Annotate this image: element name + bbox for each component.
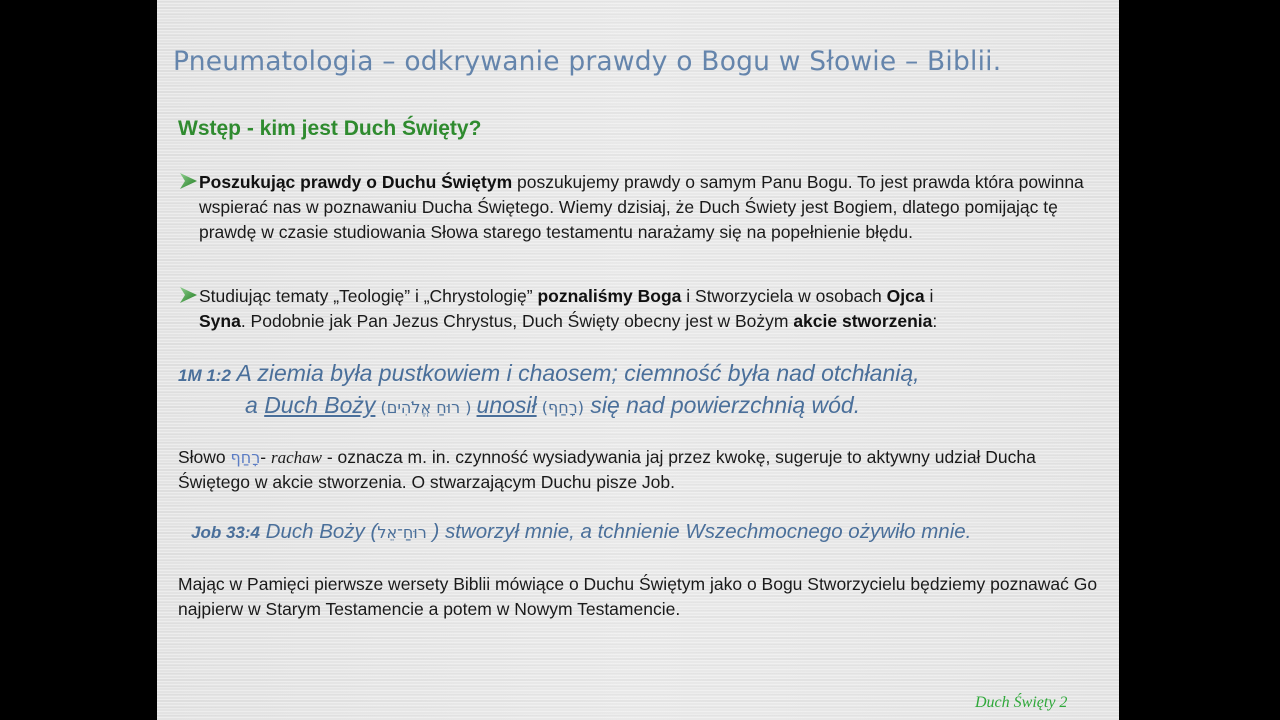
bullet-body: poszukujemy prawdy o samym Panu Bogu. To jest prawda która powinna wspierać nas w poznawaniu Ducha Świętego. Wiemy dzisiaj, że Duch Świety jest Bogiem, dlatego pomijając tę prawdę w czasie studiowania Słowa starego testamentu narażamy się na popełnienie błędu. <box>199 172 1084 242</box>
bullet-item <box>179 284 1109 334</box>
section-heading: Wstęp - kim jest Duch Święty? <box>178 117 482 140</box>
verse-text: a <box>245 392 265 418</box>
hebrew-text: (רוּחַ אֱלֹהִים ) <box>375 398 477 417</box>
bold-phrase: Poszukując prawdy o Duchu Świętym <box>199 172 513 192</box>
verse-text: ) stworzył mnie, a tchnienie Wszechmocnego ożywiło mnie. <box>426 520 972 543</box>
bold-phrase: Ojca <box>886 286 925 306</box>
hebrew-text: (רָחַף) <box>536 398 584 417</box>
verse-genesis-line2 <box>245 390 860 423</box>
text-run: Studiując tematy „Teologię” i „Chrystologię” <box>199 286 538 306</box>
bullet-text <box>179 284 1109 334</box>
verse-reference: Job 33:4 <box>191 523 260 542</box>
underlined-phrase: unosił <box>476 392 537 418</box>
text-run: Słowo <box>178 447 231 467</box>
bold-phrase: akcie stworzenia <box>793 310 933 331</box>
arrow-bullet-icon <box>179 286 199 304</box>
bullet-text <box>179 170 1109 244</box>
text-run: i Stworzyciela w osobach <box>681 286 887 306</box>
hebrew-word: רָחַף <box>230 448 261 467</box>
paragraph-closing: Mając w Pamięci pierwsze wersety Biblii mówiące o Duchu Świętym jako o Bogu Stworzycielu będziemy poznawać Go najpierw w Starym Testamencie a potem w Nowym Testamencie. <box>178 574 1098 619</box>
bold-phrase: Syna <box>199 310 241 331</box>
verse-reference: 1M 1:2 <box>178 366 231 385</box>
arrow-bullet-icon <box>179 172 199 190</box>
bullet-item <box>179 170 1109 244</box>
underlined-phrase: Duch Boży <box>264 392 376 418</box>
presentation-slide <box>157 0 1119 720</box>
paragraph-rachaw <box>178 445 1098 495</box>
slide-footer: Duch Święty 2 <box>975 694 1068 711</box>
text-run: : <box>932 310 938 331</box>
hebrew-text: רוּחַ־אֵל <box>377 523 427 542</box>
bold-phrase: poznaliśmy Boga <box>537 286 682 306</box>
slide-title: Pneumatologia – odkrywanie prawdy o Bogu w Słowie – Biblii. <box>173 46 1002 77</box>
verse-genesis-line1 <box>178 358 920 391</box>
verse-text: Duch Boży ( <box>259 520 378 543</box>
text-run: . Podobnie jak Pan Jezus Chrystus, Duch Święty obecny jest w Bożym <box>240 310 794 331</box>
verse-text: się nad powierzchnią wód. <box>583 392 861 418</box>
text-run: - oznacza m. in. czynność wysiadywania jaj przez kwokę, sugeruje to aktywny udział Ducha Świętego w akcie stworzenia. O stwarzającym Duchu pisze Job. <box>178 447 1036 492</box>
transliteration: rachaw <box>270 448 322 467</box>
verse-job <box>191 518 971 547</box>
text-run: - <box>260 447 271 467</box>
verse-text: A ziemia była pustkowiem i chaosem; ciemność była nad otchłanią, <box>230 360 920 386</box>
text-run: i <box>924 286 934 306</box>
